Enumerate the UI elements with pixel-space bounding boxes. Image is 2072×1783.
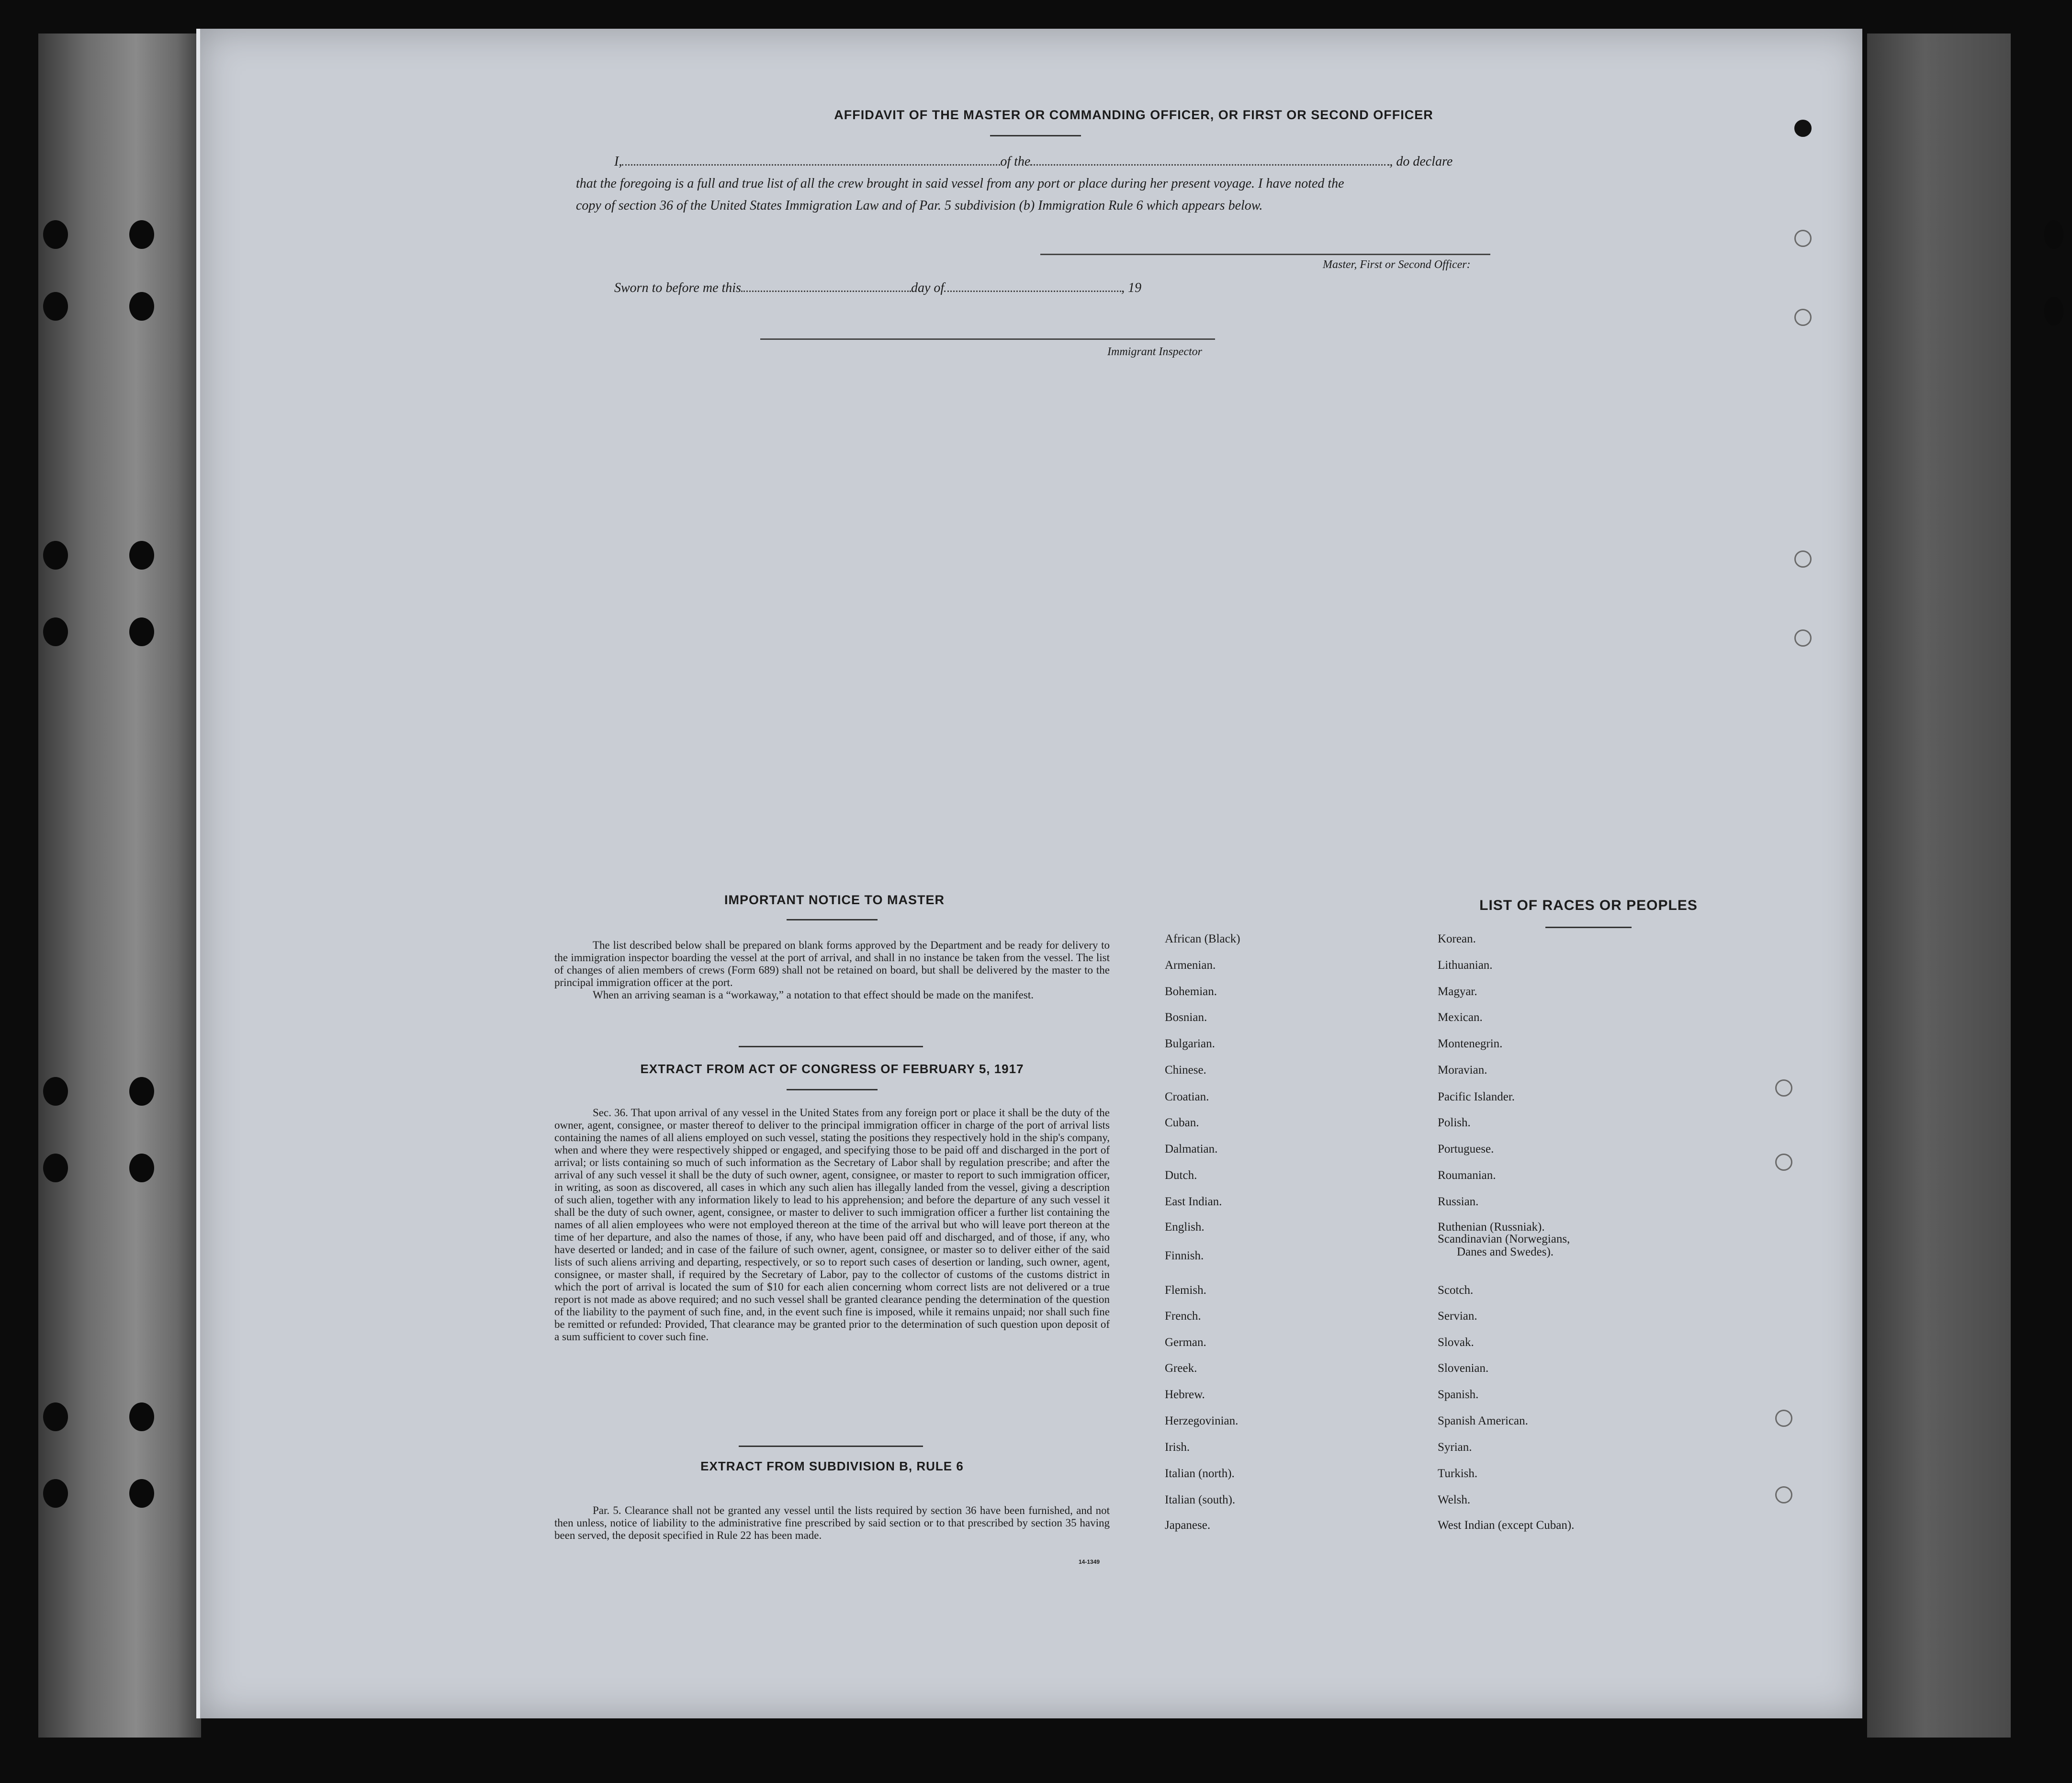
- divider: [990, 135, 1081, 136]
- declaration-line-1: [614, 154, 1453, 169]
- race-item: Slovenian.: [1438, 1362, 1489, 1375]
- declarant-name-field[interactable]: [622, 155, 1000, 166]
- race-item: Korean.: [1438, 932, 1476, 945]
- declaration-line-2: that the foregoing is a full and true list of all the crew brought in said vessel from any port or place during her present voyage. I have noted the: [576, 176, 1344, 191]
- race-item: West Indian (except Cuban).: [1438, 1519, 1575, 1532]
- vessel-name-field[interactable]: [1030, 155, 1389, 166]
- punch-hole: [129, 1479, 154, 1508]
- sworn-prefix: Sworn to before me this: [614, 280, 741, 295]
- race-item: Magyar.: [1438, 985, 1477, 998]
- of-the-label: of the: [1000, 154, 1031, 169]
- race-item: Irish.: [1165, 1441, 1190, 1454]
- punch-hole: [129, 1154, 154, 1182]
- declarant-prefix: I,: [614, 154, 622, 169]
- notice-paragraph-1: The list described below shall be prepared on blank forms approved by the Department and be ready for delivery to the immigration inspector boarding the vessel at the port of arrival, and shall in no instance be taken from the vessel. The list of changes of alien members of crews (Form 689) shall not be retained on board, but shall be delivered by the master to the principal immigration officer at the port.: [554, 939, 1110, 988]
- affidavit-title: AFFIDAVIT OF THE MASTER OR COMMANDING OFFICER, OR FIRST OR SECOND OFFICER: [834, 108, 1433, 122]
- race-item: Bohemian.: [1165, 985, 1217, 998]
- extract-rule-text: [554, 1504, 1110, 1542]
- binder-hole: [1775, 1079, 1792, 1097]
- document-page: [196, 29, 1862, 1718]
- sworn-day-field[interactable]: [741, 281, 911, 292]
- inspector-caption: Immigrant Inspector: [1107, 346, 1202, 358]
- race-item: Spanish American.: [1438, 1414, 1528, 1427]
- divider: [787, 1089, 878, 1090]
- races-title: LIST OF RACES OR PEOPLES: [1479, 897, 1698, 913]
- punch-hole: [129, 292, 154, 321]
- declaration-line-3: copy of section 36 of the United States Immigration Law and of Par. 5 subdivision (b) Immigration Rule 6 which appears below.: [576, 198, 1263, 213]
- form-number: 14-1349: [1079, 1559, 1100, 1565]
- race-item: Flemish.: [1165, 1284, 1206, 1297]
- punch-hole: [129, 220, 154, 249]
- race-item: Polish.: [1438, 1116, 1471, 1129]
- race-item: Montenegrin.: [1438, 1037, 1503, 1050]
- punch-hole: [2044, 297, 2063, 325]
- punch-hole: [43, 1077, 68, 1106]
- race-item: Russian.: [1438, 1195, 1479, 1208]
- binder-hole: [1794, 550, 1812, 568]
- race-item: Syrian.: [1438, 1441, 1472, 1454]
- race-item: Croatian.: [1165, 1090, 1209, 1103]
- race-item: Scotch.: [1438, 1284, 1474, 1297]
- race-item-continuation: Danes and Swedes).: [1457, 1245, 1554, 1258]
- race-item: Bosnian.: [1165, 1011, 1207, 1024]
- year-prefix: , 19: [1121, 280, 1142, 295]
- punch-hole: [129, 1077, 154, 1106]
- race-item: French.: [1165, 1310, 1201, 1323]
- race-item: Slovak.: [1438, 1336, 1474, 1349]
- punch-hole: [129, 541, 154, 570]
- punch-hole: [43, 1154, 68, 1182]
- race-item: Ruthenian (Russniak).: [1438, 1221, 1545, 1234]
- notice-paragraph-2: When an arriving seaman is a “workaway,” a notation to that effect should be made on the manifest.: [593, 989, 1034, 1001]
- race-item: Italian (south).: [1165, 1493, 1236, 1506]
- punch-hole: [43, 541, 68, 570]
- race-item: Hebrew.: [1165, 1388, 1205, 1401]
- divider: [739, 1046, 923, 1047]
- race-item: Herzegovinian.: [1165, 1414, 1239, 1427]
- race-item: Dutch.: [1165, 1169, 1197, 1182]
- race-item: Finnish.: [1165, 1249, 1204, 1262]
- binder-hole: [1775, 1154, 1792, 1171]
- divider: [787, 919, 878, 920]
- sworn-month-field[interactable]: [944, 281, 1121, 292]
- race-item: Moravian.: [1438, 1064, 1487, 1077]
- notice-title: IMPORTANT NOTICE TO MASTER: [724, 893, 945, 907]
- race-item: Pacific Islander.: [1438, 1090, 1515, 1103]
- race-item: East Indian.: [1165, 1195, 1222, 1208]
- race-item: Portuguese.: [1438, 1143, 1494, 1155]
- master-signature-line[interactable]: [1040, 254, 1490, 255]
- race-item: Mexican.: [1438, 1011, 1483, 1024]
- day-of-label: day of: [911, 280, 945, 295]
- race-item: Servian.: [1438, 1310, 1477, 1323]
- race-item: Scandinavian (Norwegians,: [1438, 1233, 1570, 1245]
- punch-hole: [2044, 220, 2063, 249]
- binder-hole: [1794, 309, 1812, 326]
- binder-hole: [1775, 1410, 1792, 1427]
- punch-hole: [43, 292, 68, 321]
- punch-hole: [43, 1402, 68, 1431]
- extract-act-title: EXTRACT FROM ACT OF CONGRESS OF FEBRUARY 5, 1917: [640, 1062, 1024, 1076]
- binder-hole: [1794, 230, 1812, 247]
- race-item: Roumanian.: [1438, 1169, 1496, 1182]
- section-36-text: Sec. 36. That upon arrival of any vessel in the United States from any foreign port or place it shall be the duty of the owner, agent, consignee, or master thereof to deliver to the principal immigration officer in charge of the port of arrival lists containing the names of all aliens employed on such vessel, stating the positions they respectively hold in the ship's company, when and where they were respectively shipped or engaged, and specifying those to be paid off and discharged in the port of arrival; or lists containing so much of such information as the Secretary of Labor shall by regulation prescribe; and after the arrival of any such vessel it shall be the duty of such owner, agent, consignee, or master to report to such immigration officer, in writing, as soon as discovered, all cases in which any such alien has illegally landed from the vessel, giving a description of such alien, together with any information likely to lead to his apprehension; and before the departure of any such vessel it shall be the duty of such owner, agent, consignee, or master to deliver to such immigration officer a further list containing the names of all alien employees who were not employed thereon at the time of the arrival but who will leave port thereon at the time of her departure, and also the names of those, if any, who have been paid off and discharged, and of those, if any, who have deserted or landed; and in case of the failure of such owner, agent, consignee, or master so to deliver either of the said lists of such aliens arriving and departing, respectively, or so to report such cases of desertion or landing, such owner, agent, consignee, or master shall, if required by the Secretary of Labor, pay to the collector of customs of the customs district in which the port of arrival is located the sum of $10 for each alien concerning whom correct lists are not delivered or a true report is not made as above required; and no such vessel shall be granted clearance pending the determination of the question of the liability to the payment of such fine, and, in the event such fine is imposed, while it remains unpaid; nor shall such fine be remitted or refunded: Provided, That clearance may be granted prior to the determination of such question upon deposit of a sum sufficient to cover such fine.: [554, 1107, 1110, 1343]
- punch-hole: [129, 1402, 154, 1431]
- race-item: English.: [1165, 1221, 1205, 1234]
- race-item: Chinese.: [1165, 1064, 1206, 1077]
- race-item: Japanese.: [1165, 1519, 1211, 1532]
- binder-hole: [1794, 629, 1812, 647]
- race-item: Cuban.: [1165, 1116, 1199, 1129]
- extract-act-text: [554, 1107, 1110, 1343]
- race-item: African (Black): [1165, 932, 1240, 945]
- race-item: German.: [1165, 1336, 1206, 1349]
- race-item: Bulgarian.: [1165, 1037, 1215, 1050]
- sworn-line: [614, 280, 1141, 296]
- binder-hole: [1794, 120, 1812, 137]
- race-item: Armenian.: [1165, 959, 1216, 972]
- race-item: Greek.: [1165, 1362, 1197, 1375]
- race-item: Lithuanian.: [1438, 959, 1493, 972]
- race-item: Turkish.: [1438, 1467, 1478, 1480]
- film-edge-right: [1867, 34, 2011, 1738]
- punch-hole: [43, 220, 68, 249]
- punch-hole: [43, 1479, 68, 1508]
- paragraph-5-text: Par. 5. Clearance shall not be granted any vessel until the lists required by section 36 have been furnished, and not then unless, notice of liability to the administrative fine prescribed by said section or to that prescribed by section 35 having been served, the deposit specified in Rule 22 has been made.: [554, 1504, 1110, 1541]
- race-item: Dalmatian.: [1165, 1143, 1218, 1155]
- notice-text: [554, 939, 1110, 1001]
- divider: [1545, 927, 1632, 928]
- binder-hole: [1775, 1486, 1792, 1503]
- punch-hole: [129, 617, 154, 646]
- race-item: Italian (north).: [1165, 1467, 1235, 1480]
- extract-rule-title: EXTRACT FROM SUBDIVISION B, RULE 6: [700, 1459, 964, 1473]
- race-item: Spanish.: [1438, 1388, 1479, 1401]
- race-item: Welsh.: [1438, 1493, 1471, 1506]
- divider: [739, 1446, 923, 1447]
- master-signature-caption: Master, First or Second Officer:: [1323, 258, 1471, 271]
- punch-hole: [43, 617, 68, 646]
- inspector-signature-line[interactable]: [760, 338, 1215, 340]
- do-declare-label: , do declare: [1389, 154, 1453, 169]
